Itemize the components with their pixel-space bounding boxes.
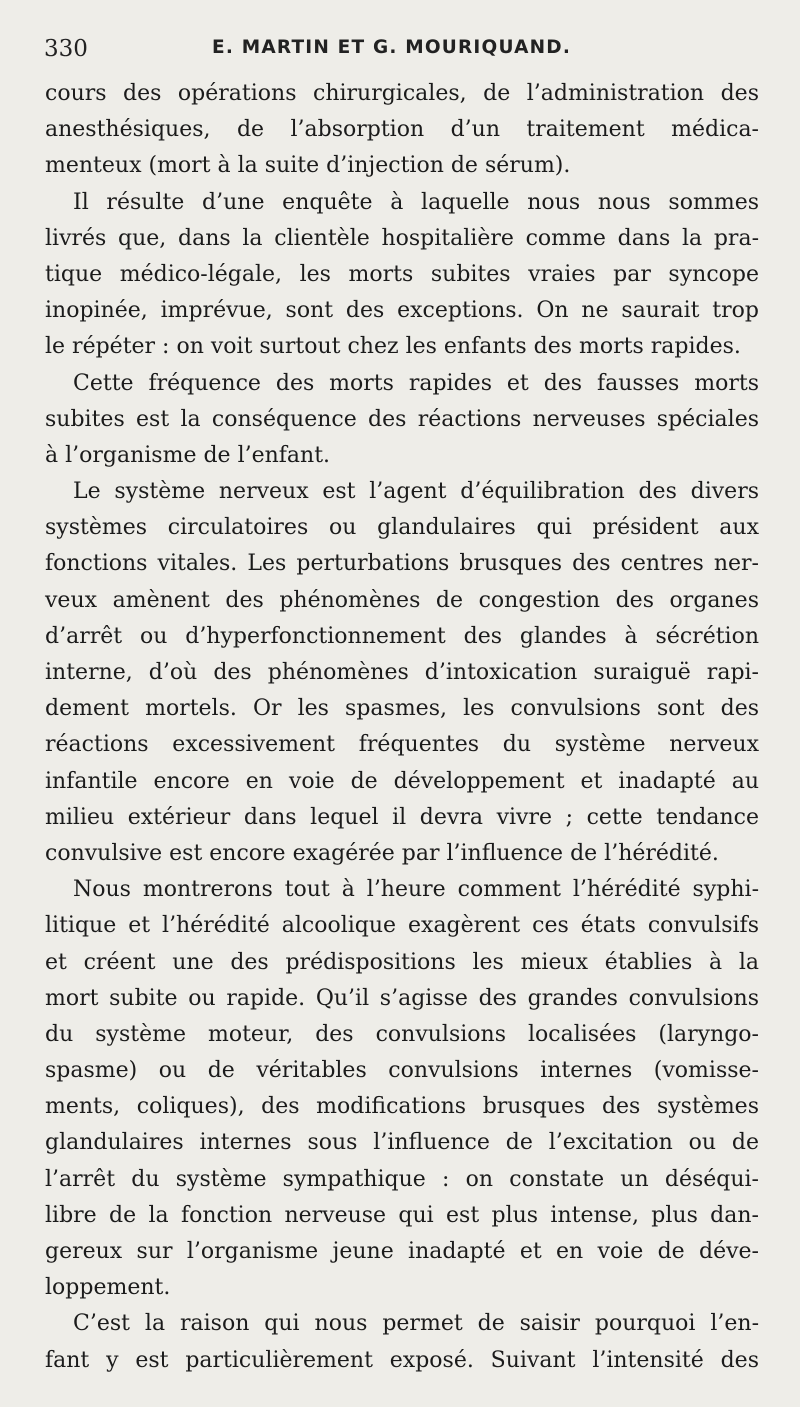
paragraph (45, 185, 759, 366)
text-line: systèmes circulatoires ou glandulaires qui président aux (45, 515, 759, 541)
paragraph (45, 872, 759, 1306)
text-line: et créent une des prédispositions les mieux établies à la (45, 949, 759, 975)
text-line: interne, d’où des phénomènes d’intoxication suraiguë rapi- (45, 660, 759, 685)
text-line: du système moteur, des convulsions localisées (laryngo- (45, 1021, 759, 1047)
text-line: glandulaires internes sous l’influence de l’excitation ou de (45, 1130, 759, 1156)
text-line: ments, coliques), des modifications brusques des systèmes (45, 1094, 759, 1120)
text-line: litique et l’hérédité alcoolique exagèrent ces états convulsifs (45, 913, 759, 939)
running-head: E. MARTIN ET G. MOURIQUAND. (212, 37, 572, 58)
body-text (45, 76, 759, 1379)
paragraph (45, 366, 759, 475)
text-line: milieu extérieur dans lequel il devra vivre ; cette tendance (45, 804, 759, 830)
paragraph (45, 76, 759, 185)
page-number: 330 (44, 36, 88, 62)
text-line: spasme) ou de véritables convulsions internes (vomisse- (45, 1058, 759, 1084)
text-line: Le système nerveux est l’agent d’équilibration des divers (73, 479, 759, 505)
text-line: Cette fréquence des morts rapides et des fausses morts (73, 370, 759, 396)
text-line: convulsive est encore exagérée par l’influence de l’hérédité. (45, 840, 719, 866)
text-line: réactions excessivement fréquentes du système nerveux (45, 732, 759, 758)
text-line: gereux sur l’organisme jeune inadapté et en voie de déve- (45, 1239, 759, 1264)
text-line: C’est la raison qui nous permet de saisir pourquoi l’en- (73, 1311, 759, 1337)
paragraph (45, 474, 759, 872)
text-line: fant y est particulièrement exposé. Suivant l’intensité des (45, 1347, 759, 1373)
paragraph (45, 1306, 759, 1378)
text-line: menteux (mort à la suite d’injection de sérum). (45, 153, 571, 179)
text-line: à l’organisme de l’enfant. (45, 442, 331, 468)
text-line: veux amènent des phénomènes de congestion des organes (45, 587, 759, 613)
text-line: tique médico-légale, les morts subites vraies par syncope (45, 261, 759, 287)
text-line: l’arrêt du système sympathique : on constate un déséqui- (45, 1166, 759, 1192)
text-line: anesthésiques, de l’absorption d’un traitement médica- (45, 117, 759, 143)
text-line: Nous montrerons tout à l’heure comment l’hérédité syphi- (73, 877, 759, 903)
text-line: le répéter : on voit surtout chez les enfants des morts rapides. (45, 334, 741, 360)
text-line: dement mortels. Or les spasmes, les convulsions sont des (45, 696, 759, 722)
page-header (44, 36, 756, 64)
text-line: livrés que, dans la clientèle hospitalière comme dans la pra- (45, 225, 759, 251)
text-line: subites est la conséquence des réactions nerveuses spéciales (45, 406, 759, 432)
text-line: loppement. (45, 1275, 171, 1301)
text-line: d’arrêt ou d’hyperfonctionnement des glandes à sécrétion (45, 623, 759, 649)
text-line: mort subite ou rapide. Qu’il s’agisse des grandes convulsions (45, 985, 759, 1011)
text-line: infantile encore en voie de développement et inadapté au (45, 768, 759, 794)
text-line: cours des opérations chirurgicales, de l’administration des (45, 81, 759, 106)
text-line: fonctions vitales. Les perturbations brusques des centres ner- (45, 551, 759, 577)
text-line: Il résulte d’une enquête à laquelle nous nous sommes (73, 189, 759, 215)
text-line: libre de la fonction nerveuse qui est plus intense, plus dan- (45, 1202, 759, 1228)
text-line: inopinée, imprévue, sont des exceptions. On ne saurait trop (45, 298, 759, 324)
